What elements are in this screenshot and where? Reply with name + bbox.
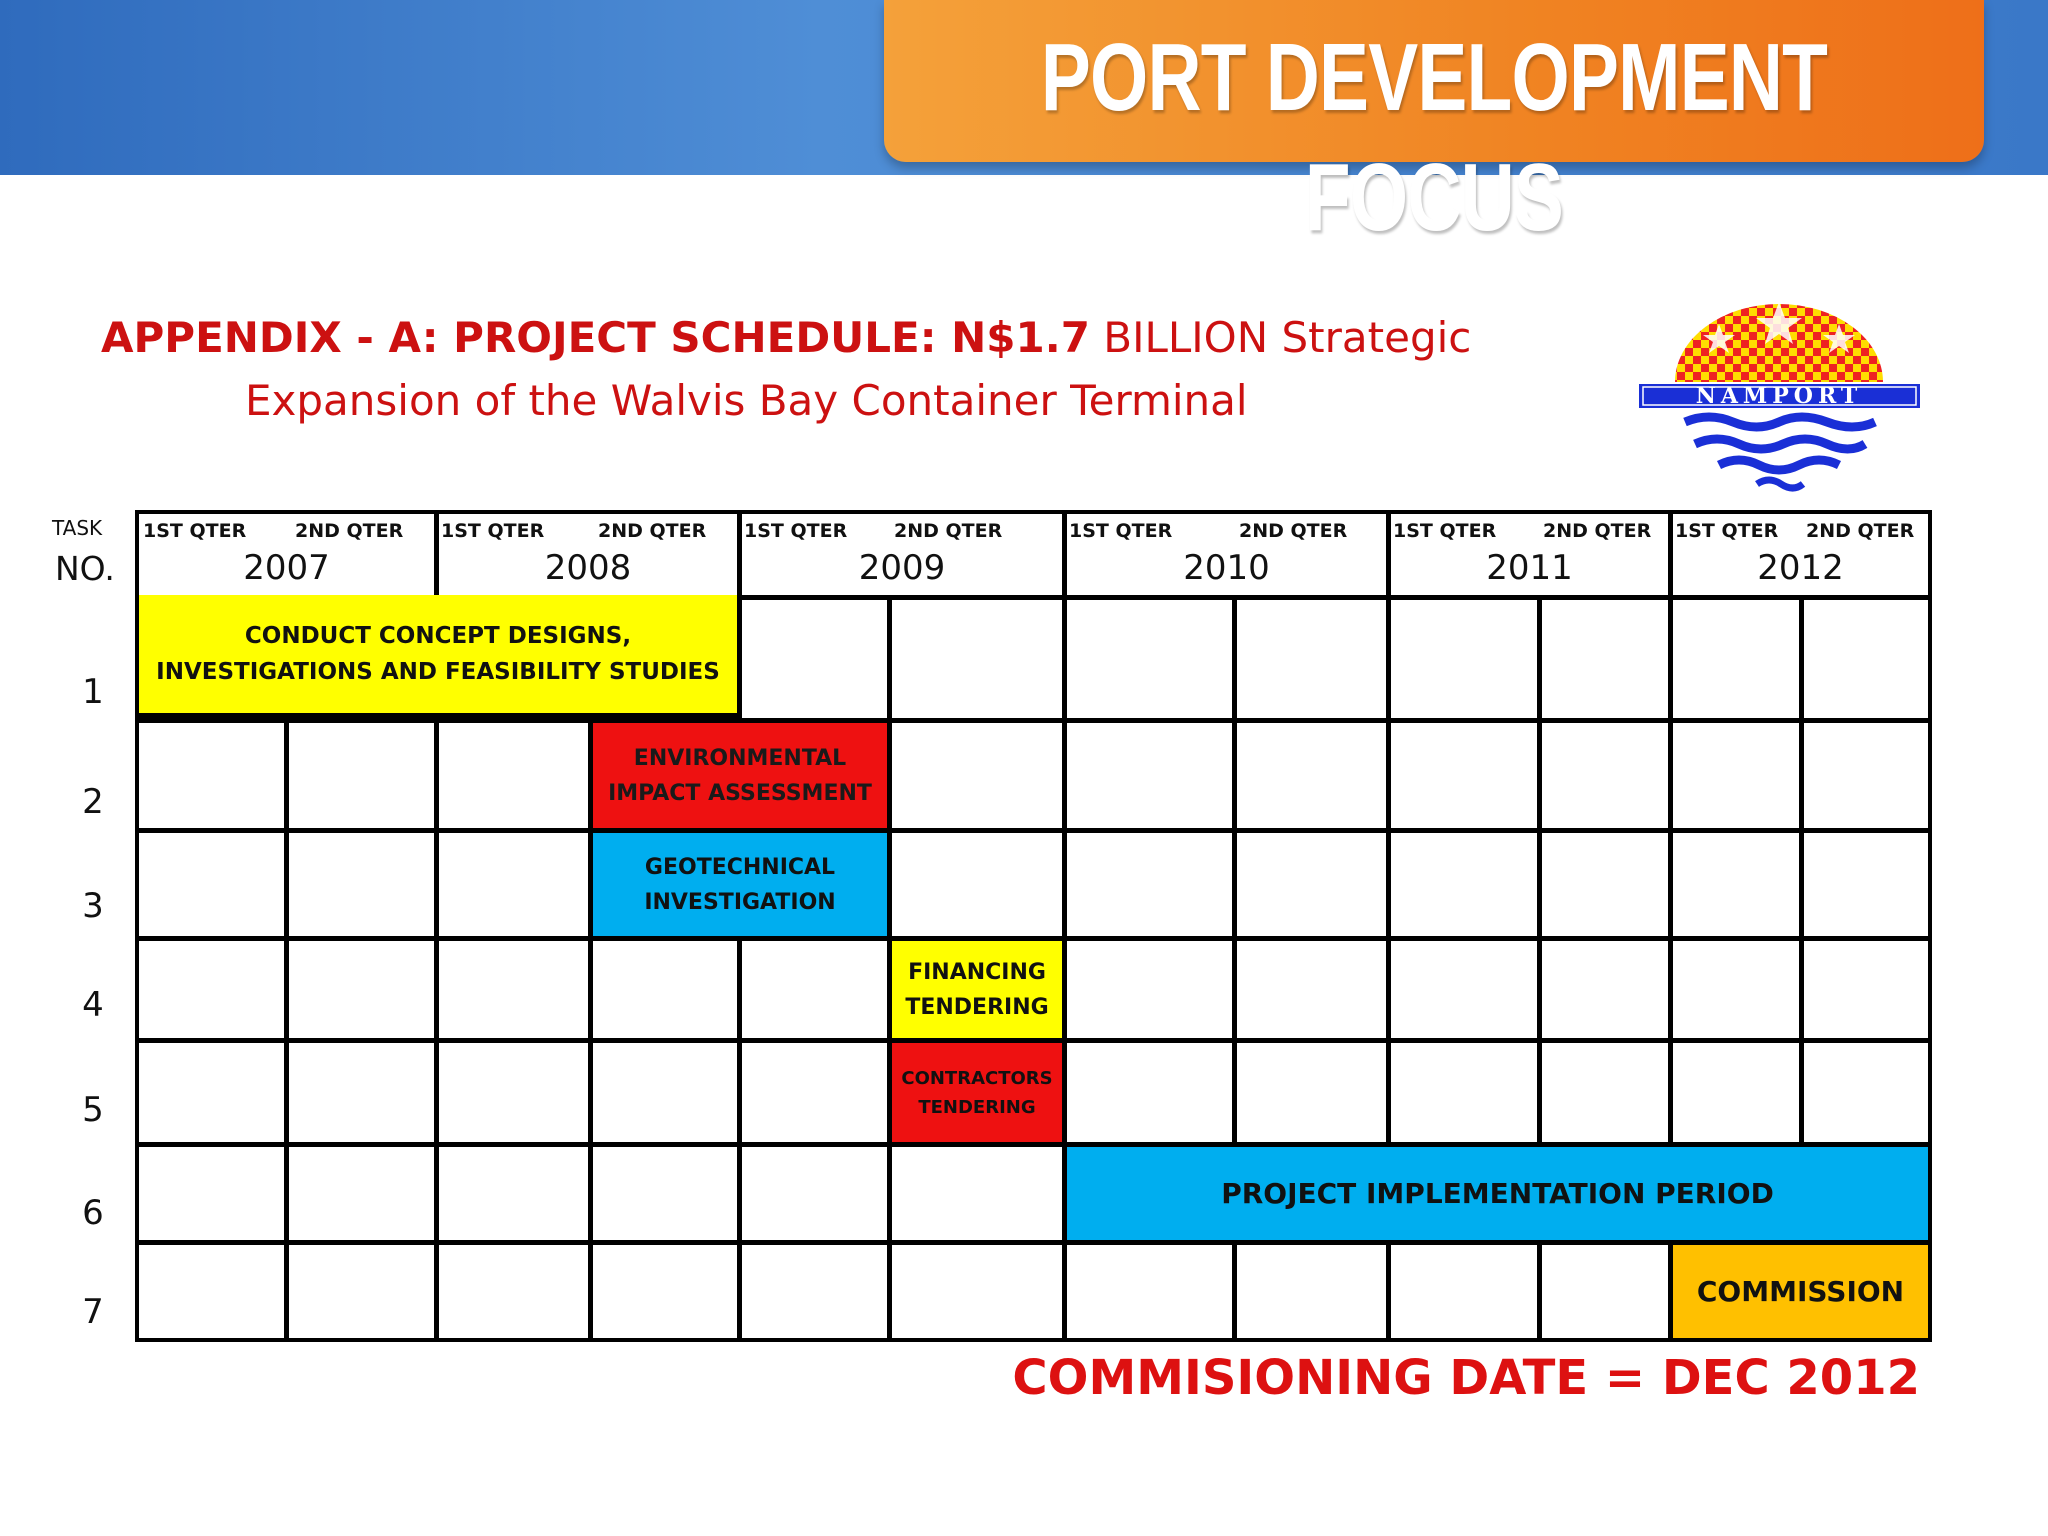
heading-strategic: BILLION Strategic xyxy=(1089,313,1472,362)
task-number-5: 5 xyxy=(82,1090,104,1130)
quarter-label-2010-q1: 1ST QTER xyxy=(1069,520,1173,542)
schedule-grid xyxy=(135,510,1932,1342)
task-number-3: 3 xyxy=(82,886,104,926)
year-label-2011: 2011 xyxy=(1486,548,1573,588)
task-bar-2 xyxy=(593,723,887,828)
schedule-heading-line2: Expansion of the Walvis Bay Container Terminal xyxy=(245,376,1248,425)
heading-amount: N$1.7 xyxy=(951,313,1090,362)
quarter-label-2008-q2: 2ND QTER xyxy=(598,520,707,542)
task-bar-5 xyxy=(892,1043,1062,1142)
task-number-7: 7 xyxy=(82,1292,104,1332)
task-bar-1-label-line1: CONDUCT CONCEPT DESIGNS, xyxy=(244,623,632,649)
task-bar-5-label-line1: CONTRACTORS xyxy=(901,1067,1053,1089)
task-number-2: 2 xyxy=(82,782,104,822)
commissioning-date-note: COMMISIONING DATE = DEC 2012 xyxy=(1012,1350,1920,1406)
schedule-heading-line1 xyxy=(101,312,1471,364)
task-number-6: 6 xyxy=(82,1193,104,1233)
quarter-label-2007-q2: 2ND QTER xyxy=(295,520,404,542)
task-bar-2-label-line1: ENVIRONMENTAL xyxy=(633,745,847,771)
year-label-2012: 2012 xyxy=(1757,548,1844,588)
year-label-2008: 2008 xyxy=(544,548,632,588)
task-bar-7-label: COMMISSION xyxy=(1696,1275,1905,1308)
quarter-label-2011-q1: 1ST QTER xyxy=(1393,520,1497,542)
quarter-label-2008-q1: 1ST QTER xyxy=(441,520,545,542)
year-label-2010: 2010 xyxy=(1183,548,1270,588)
task-bar-4-label-line1: FINANCING xyxy=(908,959,1046,985)
quarter-label-2007-q1: 1ST QTER xyxy=(143,520,247,542)
year-label-2007: 2007 xyxy=(243,548,330,588)
year-label-2009: 2009 xyxy=(858,548,946,588)
task-bar-4-label-line2: TENDERING xyxy=(905,994,1049,1020)
quarter-label-2009-q1: 1ST QTER xyxy=(744,520,848,542)
task-bar-3-label-line1: GEOTECHNICAL xyxy=(644,854,836,880)
task-label-bottom: NO. xyxy=(55,549,115,588)
task-bar-3 xyxy=(593,833,887,936)
task-bar-2-label-line2: IMPACT ASSESSMENT xyxy=(608,780,872,806)
quarter-label-2010-q2: 2ND QTER xyxy=(1239,520,1348,542)
logo-text: NAMPORT xyxy=(1695,383,1863,409)
task-bar-5-label-line2: TENDERING xyxy=(918,1096,1036,1118)
quarter-label-2009-q2: 2ND QTER xyxy=(894,520,1003,542)
title-box xyxy=(884,0,1984,251)
task-number-4: 4 xyxy=(82,985,104,1025)
namport-logo xyxy=(1637,300,1922,492)
task-bar-6 xyxy=(1067,1147,1928,1240)
grid-row-line xyxy=(139,1240,1928,1245)
quarter-label-2012-q2: 2ND QTER xyxy=(1806,520,1915,542)
task-bar-4 xyxy=(892,941,1062,1038)
task-bar-6-label: PROJECT IMPLEMENTATION PERIOD xyxy=(1221,1177,1774,1210)
quarter-label-2012-q1: 1ST QTER xyxy=(1675,520,1779,542)
task-label-top: TASK xyxy=(52,516,103,540)
heading-appendix: APPENDIX - A: PROJECT SCHEDULE: xyxy=(101,313,952,362)
task-bar-7 xyxy=(1673,1245,1928,1338)
task-number-1: 1 xyxy=(82,672,104,712)
grid-row-line xyxy=(139,828,1928,833)
task-bar-1-label-line2: INVESTIGATIONS AND FEASIBILITY STUDIES xyxy=(156,659,720,685)
banner-title: PORT DEVELOPMENT FOCUS xyxy=(1040,24,1828,251)
task-bar-3-label-line2: INVESTIGATION xyxy=(644,889,836,915)
task-bar-1 xyxy=(139,595,737,718)
quarter-label-2011-q2: 2ND QTER xyxy=(1543,520,1652,542)
grid-row-line xyxy=(139,718,1928,723)
